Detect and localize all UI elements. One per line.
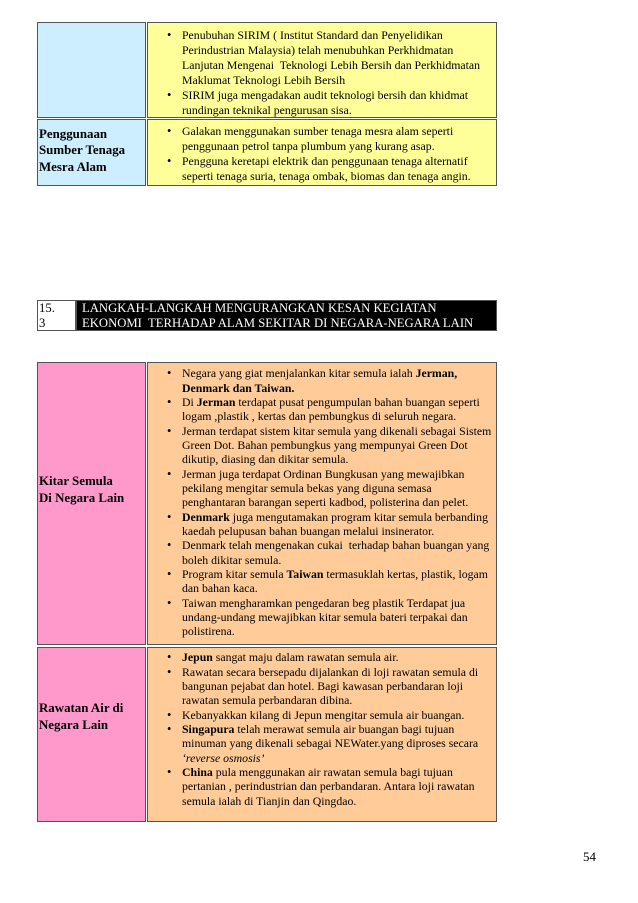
bullet-item [148, 567, 496, 596]
bullet-item [148, 708, 496, 722]
green-energy-label: Penggunaan Sumber Tenaga Mesra Alam [39, 126, 126, 174]
green-energy-content-cell [147, 119, 497, 186]
bullet-item [148, 596, 496, 639]
bullet-item [148, 88, 496, 118]
bullet-text: Taiwan mengharamkan pengedaran beg plastik Terdapat jua undang-undang mewajibkan kitar semula bateri terpakai dan polistirena. [182, 595, 468, 639]
bullet-icon [167, 510, 171, 524]
bullet-text: Rawatan secara bersepadu dijalankan di loji rawatan semula di bangunan pejabat dan hotel. Bagi kawasan perbandaran loji rawatan semula perbandaran dibina. [182, 664, 479, 708]
recycling-content-cell [147, 362, 497, 645]
sirim-bullet-list [148, 28, 496, 118]
bullet-icon [167, 154, 171, 169]
sirim-content-cell [147, 22, 497, 118]
bullet-item [148, 538, 496, 567]
bullet-item [148, 765, 496, 808]
bullet-text: Jerman terdapat sistem kitar semula yang dikenali sebagai Sistem Green Dot. Bahan pembungkus yang mempunyai Green Dot dikutip, diasing dan dikitar semula. [182, 423, 492, 467]
bullet-icon [167, 28, 171, 43]
bullet-item [148, 154, 496, 184]
section-number: 15. 3 [37, 300, 76, 331]
green-energy-label-cell [37, 119, 146, 186]
bullet-icon [167, 467, 171, 481]
bullet-icon [167, 596, 171, 610]
bullet-text: Program kitar semula [182, 566, 287, 581]
bullet-text: Jerman juga terdapat Ordinan Bungkusan yang mewajibkan pekilang mengitar semula bekas yang diguna semasa penghantaran barangan seperti kadbod, polisterina dan pelet. [182, 466, 469, 510]
bullet-text: termasuklah kertas, plastik, logam dan bahan kaca. [182, 566, 488, 596]
bullet-text: pula menggunakan air rawatan semula bagi tujuan pertanian , perindustrian dan perbandaran. Antara loji rawatan semula ialah di Tianjin dan Qingdao. [182, 764, 475, 808]
bullet-text: Denmark telah mengenakan cukai terhadap bahan buangan yang boleh dikitar semula. [182, 538, 490, 567]
bullet-text: juga mengutamakan program kitar semula berbanding kaedah pelupusan bahan buangan melalui insinerator. [182, 509, 488, 538]
bullet-item [148, 467, 496, 510]
bullet-text: Di [182, 394, 197, 409]
bullet-item [148, 424, 496, 467]
bullet-text: Galakan menggunakan sumber tenaga mesra alam seperti penggunaan petrol tanpa plumbum yang kurang asap. [182, 124, 454, 153]
bullet-item [148, 510, 496, 539]
bullet-item [148, 124, 496, 154]
water-treatment-content-cell [147, 647, 497, 822]
water-treatment-bullet-list [148, 650, 496, 808]
bullet-icon [167, 538, 171, 552]
water-treatment-label-cell [37, 647, 146, 822]
page-number: 54 [583, 850, 596, 864]
bullet-item [148, 395, 496, 424]
green-energy-bullet-list [148, 124, 496, 184]
bullet-icon [167, 650, 171, 664]
italic-term: ‘reverse osmosis’ [182, 750, 265, 765]
bullet-item [148, 650, 496, 664]
recycling-label-cell [37, 362, 146, 645]
bold-keyword: Jerman, Denmark dan Taiwan. [182, 366, 458, 395]
bullet-icon [167, 424, 171, 438]
bullet-text: sangat maju dalam rawatan semula air. [212, 650, 399, 665]
bullet-text: terdapat pusat pengumpulan bahan buangan seperti logam ,plastik , kertas dan pembungkus di seluruh negara. [182, 394, 480, 424]
bullet-text: Penubuhan SIRIM ( Institut Standard dan Penyelidikan Perindustrian Malaysia) telah menubuhkan Perkhidmatan Lanjutan Mengenai Teknologi Lebih Bersih dan Perkhidmatan Maklumat Teknologi Lebih Bersih [182, 27, 481, 87]
bullet-icon [167, 567, 171, 581]
bullet-icon [167, 665, 171, 679]
bullet-icon [167, 722, 171, 736]
bullet-icon [167, 124, 171, 139]
bullet-text: Pengguna keretapi elektrik dan penggunaan tenaga alternatif seperti tenaga suria, tenaga ombak, biomas dan tenaga angin. [182, 154, 471, 183]
bullet-icon [167, 366, 171, 380]
recycling-bullet-list [148, 366, 496, 638]
bullet-text: Kebanyakkan kilang di Jepun mengitar semula air buangan. [182, 707, 465, 722]
bullet-item [148, 28, 496, 88]
recycling-label: Kitar Semula Di Negara Lain [39, 474, 125, 505]
bullet-item [148, 665, 496, 708]
bullet-item [148, 366, 496, 395]
bold-keyword: Denmark [182, 509, 230, 524]
bold-keyword: Singapura [182, 721, 235, 736]
bullet-icon [167, 708, 171, 722]
empty-label-cell [37, 22, 146, 118]
bold-keyword: Taiwan [286, 566, 324, 581]
bold-keyword: Jerman [196, 394, 236, 409]
bold-keyword: China [182, 764, 213, 779]
water-treatment-label: Rawatan Air di Negara Lain [39, 701, 124, 732]
bullet-text: Negara yang giat menjalankan kitar semula ialah [182, 366, 416, 381]
bullet-icon [167, 395, 171, 409]
bold-keyword: Jepun [182, 650, 213, 665]
bullet-icon [167, 88, 171, 103]
bullet-text: SIRIM juga mengadakan audit teknologi bersih dan khidmat rundingan teknikal pengurusan sisa. [182, 87, 469, 117]
bullet-item [148, 722, 496, 765]
bullet-icon [167, 765, 171, 779]
section-title: LANGKAH-LANGKAH MENGURANGKAN KESAN KEGIATAN EKONOMI TERHADAP ALAM SEKITAR DI NEGARA-NEGARA LAIN [76, 300, 497, 331]
bullet-text: telah merawat semula air buangan bagi tujuan minuman yang dikenali sebagai NEWater.yang diproses secara [182, 721, 479, 751]
